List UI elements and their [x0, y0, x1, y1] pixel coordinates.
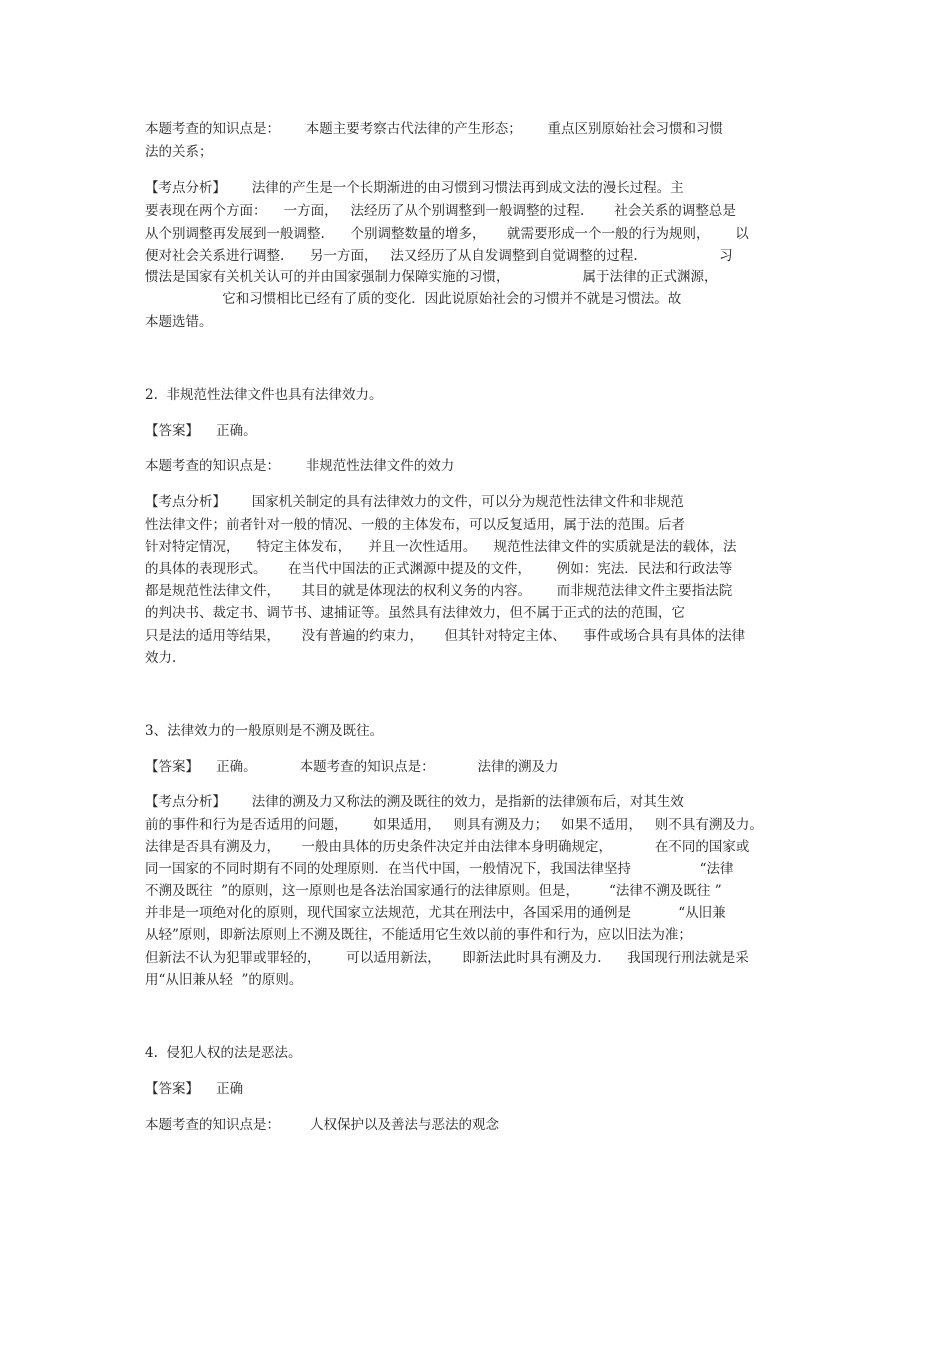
answer-line: 【答案】 正确	[145, 1081, 244, 1097]
question-title: 4. 侵犯人权的法是恶法。	[145, 1045, 302, 1061]
text-line: 从轻”原则，即新法原则上不溯及既往，不能适用它生效以前的事件和行为，应以旧法为准；	[145, 927, 692, 943]
answer-line: 【答案】 正确。 本题考查的知识点是： 法律的溯及力	[145, 759, 559, 775]
text-line: 的判决书、裁定书、调节书、逮捕证等。虽然具有法律效力，但不属于正式的法的范围，它	[145, 605, 685, 621]
text-line: 法的关系；	[145, 144, 213, 160]
answer-line: 【答案】 正确。	[145, 423, 257, 439]
text-line: 前的事件和行为是否适用的问题， 如果适用， 则具有溯及力； 如果不适用， 则不具有溯及力。	[145, 817, 763, 833]
text-line: 惯法是国家有关机关认可的并由国家强制力保障实施的习惯， 属于法律的正式渊源，	[145, 269, 718, 285]
text-line: 但新法不认为犯罪或罪轻的， 可以适用新法， 即新法此时具有溯及力. 我国现行刑法就是采	[145, 950, 749, 966]
text-line: 的具体的表现形式。 在当代中国法的正式渊源中提及的文件， 例如：宪法．民法和行政法等	[145, 561, 733, 577]
text-line: 性法律文件；前者针对一般的情况、一般的主体发布，可以反复适用，属于法的范围。后者	[145, 517, 685, 533]
text-line: 【考点分析】 法律的产生是一个长期渐进的由习惯到习惯法再到成文法的漫长过程。主	[145, 180, 684, 196]
text-line: 针对特定情况， 特定主体发布， 并且一次性适用。 规范性法律文件的实质就是法的载体，法	[145, 539, 737, 555]
text-line: 它和习惯相比已经有了质的变化．因此说原始社会的习惯并不就是习惯法。故	[145, 291, 682, 307]
text-line: 【考点分析】 法律的溯及力又称法的溯及既往的效力，是指新的法律颁布后，对其生效	[145, 794, 684, 810]
text-line: 不溯及既往 ”的原则，这一原则也是各法治国家通行的法律原则。但是， “法律不溯及既往 ”	[145, 883, 722, 899]
text-line: 用“从旧兼从轻 ”的原则。	[145, 972, 303, 988]
text-line: 从个别调整再发展到一般调整. 个别调整数量的增多， 就需要形成一个一般的行为规则， 以	[145, 226, 749, 242]
text-line: 本题考查的知识点是： 本题主要考察古代法律的产生形态； 重点区别原始社会习惯和习惯	[145, 121, 723, 137]
text-line: 效力.	[145, 650, 177, 666]
text-line: 同一国家的不同时期有不同的处理原则．在当代中国，一般情况下，我国法律坚持 “法律	[145, 861, 734, 877]
knowledge-point-line: 本题考查的知识点是： 人权保护以及善法与恶法的观念	[145, 1117, 500, 1133]
text-line: 法律是否具有溯及力， 一般由具体的历史条件决定并由法律本身明确规定， 在不同的国家或	[145, 839, 750, 855]
question-title: 2. 非规范性法律文件也具有法律效力。	[145, 387, 383, 403]
text-line: 并非是一项绝对化的原则，现代国家立法规范，尤其在刑法中，各国采用的通例是 “从旧兼	[145, 905, 726, 921]
text-line: 要表现在两个方面： 一方面， 法经历了从个别调整到一般调整的过程. 社会关系的调整总是	[145, 203, 736, 219]
knowledge-point-line: 本题考查的知识点是： 非规范性法律文件的效力	[145, 458, 455, 474]
text-line: 本题选错。	[145, 314, 213, 330]
text-line: 【考点分析】 国家机关制定的具有法律效力的文件，可以分为规范性法律文件和非规范	[145, 494, 684, 510]
question-title: 3、法律效力的一般原则是不溯及既往。	[145, 723, 384, 739]
text-line: 都是规范性法律文件， 其目的就是体现法的权利义务的内容。 而非规范法律文件主要指法院	[145, 583, 733, 599]
text-line: 只是法的适用等结果， 没有普遍的约束力， 但其针对特定主体、 事件或场合具有具体的法律	[145, 628, 746, 644]
text-line: 便对社会关系进行调整. 另一方面， 法又经历了从自发调整到自觉调整的过程. 习	[145, 248, 733, 264]
